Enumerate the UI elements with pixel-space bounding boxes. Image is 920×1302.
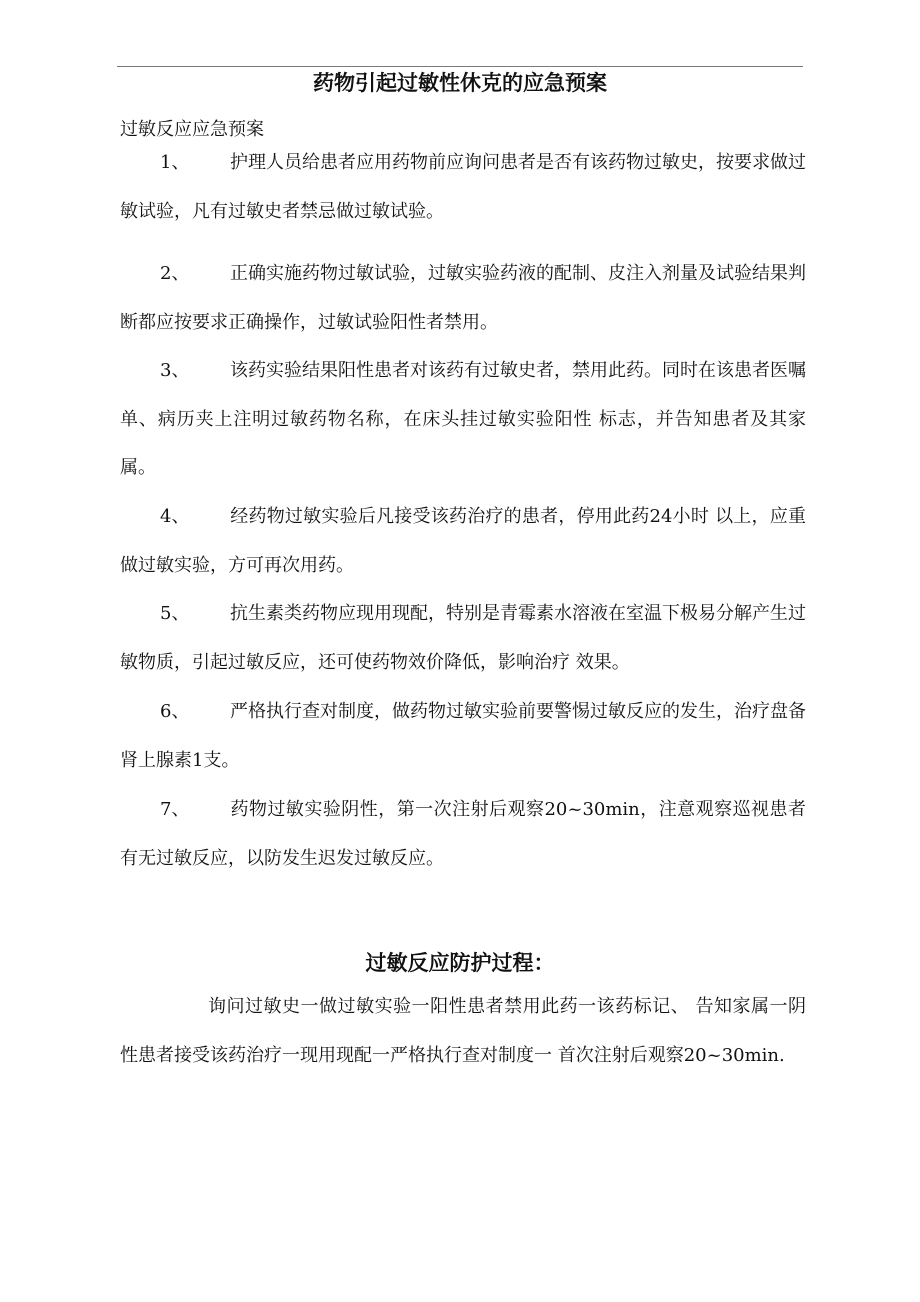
section-title: 过敏反应防护过程： [365, 951, 555, 975]
item-text: 经药物过敏实验后凡接受该药治疗的患者，停用此药24小时 以上，应重做过敏实验，方可再次用药。 [120, 506, 806, 576]
document-subtitle: 过敏反应应急预案 [120, 119, 264, 140]
item-text: 该药实验结果阳性患者对该药有过敏史者，禁用此药。同时在该患者医嘱单、病历夹上注明过敏药物名称，在床头挂过敏实验阳性 标志，并告知患者及其家属。 [120, 360, 806, 478]
item-number: 1、 [160, 152, 190, 173]
document-title: 药物引起过敏性休克的应急预案 [313, 71, 607, 95]
item-number: 6、 [160, 701, 190, 722]
item-text: 护理人员给患者应用药物前应询问患者是否有该药物过敏史，按要求做过敏试验，凡有过敏史者禁忌做过敏试验。 [120, 152, 806, 222]
list-item [120, 250, 806, 347]
item-number: 2、 [160, 263, 190, 284]
item-number: 4、 [160, 506, 190, 527]
item-number: 7、 [160, 799, 190, 820]
item-number: 5、 [160, 603, 190, 624]
item-text: 正确实施药物过敏试验，过敏实验药液的配制、皮注入剂量及试验结果判断都应按要求正确操作，过敏试验阳性者禁用。 [120, 263, 806, 333]
item-text: 药物过敏实验阴性，第一次注射后观察20~30min，注意观察巡视患者有无过敏反应，以防发生迟发过敏反应。 [120, 799, 806, 869]
list-item [120, 347, 806, 493]
item-number: 3、 [160, 360, 190, 381]
list-item [120, 786, 806, 883]
list-item [120, 139, 806, 236]
process-paragraph: 询问过敏史一做过敏实验一阳性患者禁用此药一该药标记、 告知家属一阴性患者接受该药治疗一现用现配一严格执行查对制度一 首次注射后观察20~30min. [120, 996, 806, 1066]
list-item [120, 493, 806, 590]
list-item [120, 590, 806, 687]
list-item [120, 688, 806, 785]
item-text: 抗生素类药物应现用现配，特别是青霉素水溶液在室温下极易分解产生过敏物质，引起过敏反应，还可使药物效价降低，影响治疗 效果。 [120, 603, 806, 673]
item-text: 严格执行查对制度，做药物过敏实验前要警惕过敏反应的发生，治疗盘备肾上腺素1支。 [120, 701, 806, 771]
